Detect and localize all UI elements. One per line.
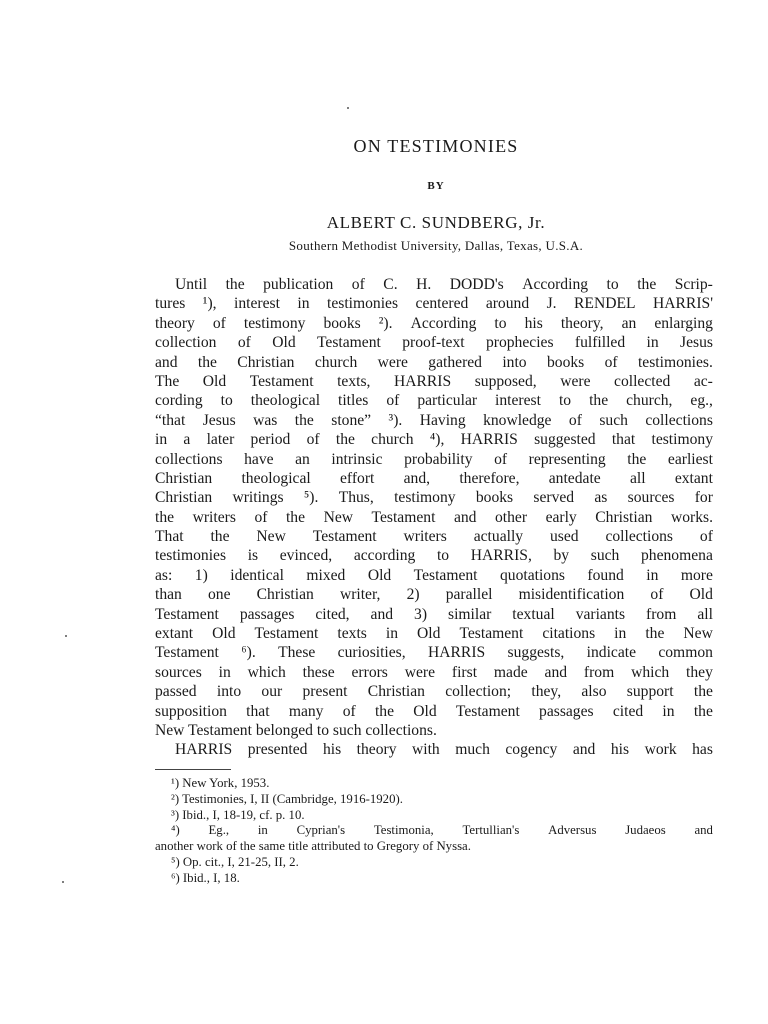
footnote: ⁴) Eg., in Cyprian's Testimonia, Tertullian's Adversus Judaeos and — [171, 823, 713, 838]
body-line: passed into our present Christian collection; they, also support the — [155, 683, 713, 701]
footnote: ⁶) Ibid., I, 18. — [171, 870, 240, 885]
body-line: the writers of the New Testament and other early Christian works. — [155, 508, 713, 526]
author-affiliation: Southern Methodist University, Dallas, Texas, U.S.A. — [288, 238, 584, 253]
body-line: extant Old Testament texts in Old Testament citations in the New — [155, 625, 713, 643]
body-line: “that Jesus was the stone” ³). Having knowledge of such collections — [155, 411, 713, 429]
body-line: New Testament belonged to such collections. — [155, 721, 437, 739]
body-line: Testament passages cited, and 3) similar textual variants from all — [155, 605, 713, 623]
footnote-rule — [155, 769, 231, 770]
author-name: ALBERT C. SUNDBERG, Jr. — [326, 213, 546, 232]
body-line: HARRIS presented his theory with much cogency and his work has — [175, 741, 713, 759]
body-line: as: 1) identical mixed Old Testament quotations found in more — [155, 566, 713, 584]
body-line: Testament ⁶). These curiosities, HARRIS suggests, indicate common — [155, 644, 713, 662]
footnote: another work of the same title attributed to Gregory of Nyssa. — [155, 839, 471, 854]
footnote: ²) Testimonies, I, II (Cambridge, 1916-1920). — [171, 791, 403, 806]
body-line: cording to theological titles of particular interest to the church, eg., — [155, 392, 713, 410]
body-line: That the New Testament writers actually used collections of — [155, 528, 713, 546]
scan-speck — [65, 635, 67, 637]
body-line: The Old Testament texts, HARRIS supposed, were collected ac- — [155, 372, 713, 390]
body-line: tures ¹), interest in testimonies centered around J. RENDEL HARRIS' — [155, 295, 713, 313]
body-line: sources in which these errors were first made and from which they — [155, 663, 713, 681]
body-line: supposition that many of the Old Testament passages cited in the — [155, 702, 713, 720]
byline-label: BY — [427, 180, 445, 192]
scan-speck — [62, 881, 64, 883]
scan-speck — [347, 107, 349, 109]
body-line: Christian writings ⁵). Thus, testimony books served as sources for — [155, 489, 713, 507]
body-line: collection of Old Testament proof-text prophecies fulfilled in Jesus — [155, 334, 713, 352]
body-line: Christian theological effort and, therefore, antedate all extant — [155, 469, 713, 487]
body-text — [155, 275, 713, 760]
body-line: testimonies is evinced, according to HARRIS, by such phenomena — [155, 547, 713, 565]
footnote: ³) Ibid., I, 18-19, cf. p. 10. — [171, 807, 305, 822]
article-title: ON TESTIMONIES — [353, 136, 519, 156]
body-line: collections have an intrinsic probability of representing the earliest — [155, 450, 713, 468]
body-line: theory of testimony books ²). According to his theory, an enlarging — [155, 314, 713, 332]
body-line: than one Christian writer, 2) parallel misidentification of Old — [155, 586, 713, 604]
footnote: ¹) New York, 1953. — [171, 776, 270, 790]
footnotes — [155, 776, 713, 887]
body-line: Until the publication of C. H. DODD's According to the Scrip- — [175, 276, 713, 293]
footnote: ⁵) Op. cit., I, 21-25, II, 2. — [171, 854, 299, 869]
body-line: in a later period of the church ⁴), HARRIS suggested that testimony — [155, 431, 713, 449]
body-line: and the Christian church were gathered into books of testimonies. — [155, 353, 713, 371]
